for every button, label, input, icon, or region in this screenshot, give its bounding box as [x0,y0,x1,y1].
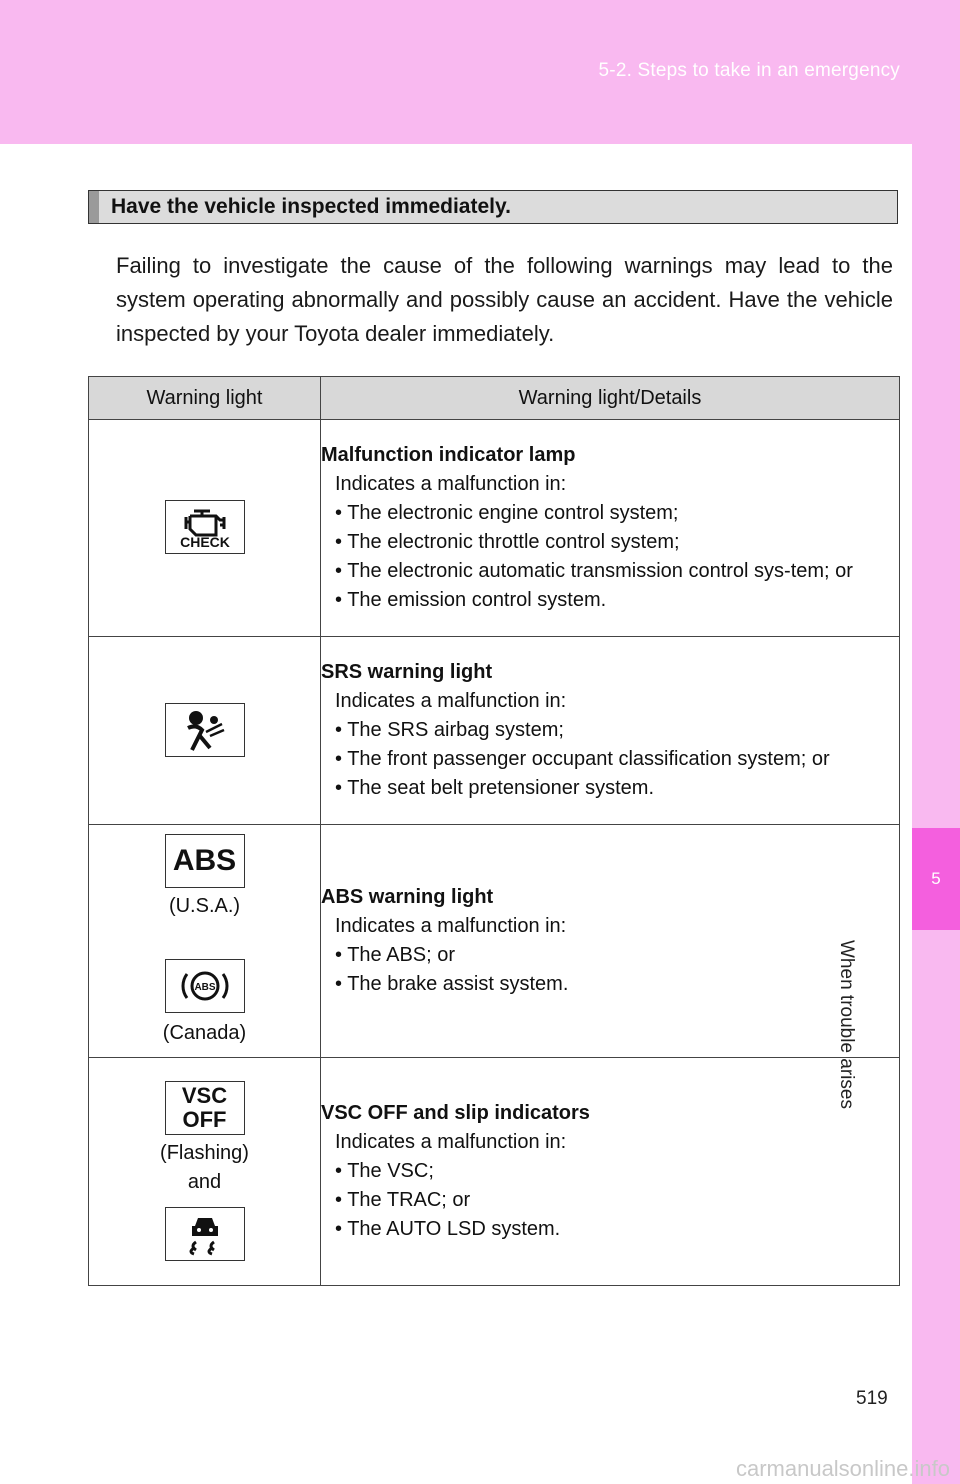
item-title: Malfunction indicator lamp [321,444,576,466]
and-caption: and [187,1170,222,1193]
chapter-label-container [836,940,960,1200]
list-item: • The front passenger occupant classification system; or [335,748,830,770]
svg-text:CHECK: CHECK [179,534,230,550]
warning-light-cell [89,637,321,825]
table-row [89,420,900,637]
details-cell [321,637,900,825]
abs-text-icon [165,834,245,888]
list-item: • The ABS; or [335,944,456,966]
column-header-warning-light: Warning light [89,377,321,420]
item-intro: Indicates a malfunction in: [335,1131,567,1153]
item-title: VSC OFF and slip indicators [321,1102,590,1124]
vsc-label: VSC [181,1082,228,1108]
list-item: • The brake assist system. [335,973,569,995]
list-item: • The AUTO LSD system. [335,1218,561,1240]
list-item: • The emission control system. [335,589,607,611]
section-heading-text: Have the vehicle inspected immediately. [111,195,511,218]
details-cell [321,420,900,637]
column-header-details: Warning light/Details [321,377,900,420]
table-row [89,637,900,825]
list-item: • The SRS airbag system; [335,719,564,741]
svg-text:ABS: ABS [193,982,216,993]
warning-lights-table [88,376,900,1286]
details-cell [321,825,900,1058]
item-intro: Indicates a malfunction in: [335,473,567,495]
warning-light-cell [89,1058,321,1286]
list-item: • The TRAC; or [335,1189,471,1211]
intro-paragraph: Failing to investigate the cause of the following warnings may lead to the system operating abnormally and possibly cause an accident. Have the vehicle inspected by your Toyota dealer immediately. [116,253,893,346]
chapter-number: 5 [931,869,941,888]
flashing-caption: (Flashing) [160,1141,249,1164]
table-row [89,825,900,1058]
warning-light-cell [89,825,321,1058]
item-intro: Indicates a malfunction in: [335,690,567,712]
region-caption-canada: (Canada) [162,1022,247,1044]
item-intro: Indicates a malfunction in: [335,915,567,937]
chapter-side-tab [912,144,960,1484]
chapter-label: When trouble arises [836,940,857,1109]
warning-light-cell [89,420,321,637]
list-item: • The VSC; [335,1160,434,1182]
list-item: • The electronic engine control system; [335,502,679,524]
abs-text-label: ABS [172,844,237,877]
item-title: SRS warning light [321,661,493,683]
chapter-number-tab[interactable] [912,828,960,930]
abs-circle-icon [165,959,245,1013]
table-header-row [89,377,900,420]
page-number: 519 [856,1388,888,1409]
region-caption-usa: (U.S.A.) [168,895,241,917]
table-row [89,1058,900,1286]
list-item: • The electronic throttle control system; [335,531,680,553]
section-breadcrumb: 5-2. Steps to take in an emergency [598,60,900,81]
list-item: • The electronic automatic transmission control sys-tem; or [335,560,853,582]
slip-indicator-icon [165,1207,245,1261]
details-cell [321,1058,900,1286]
vsc-off-icon [165,1081,245,1135]
check-engine-icon [165,500,245,554]
srs-airbag-icon [165,703,245,757]
list-item: • The seat belt pretensioner system. [335,777,655,799]
item-title: ABS warning light [321,886,494,908]
watermark: carmanualsonline.info [735,1456,950,1481]
section-heading [88,190,898,224]
off-label: OFF [182,1106,227,1132]
